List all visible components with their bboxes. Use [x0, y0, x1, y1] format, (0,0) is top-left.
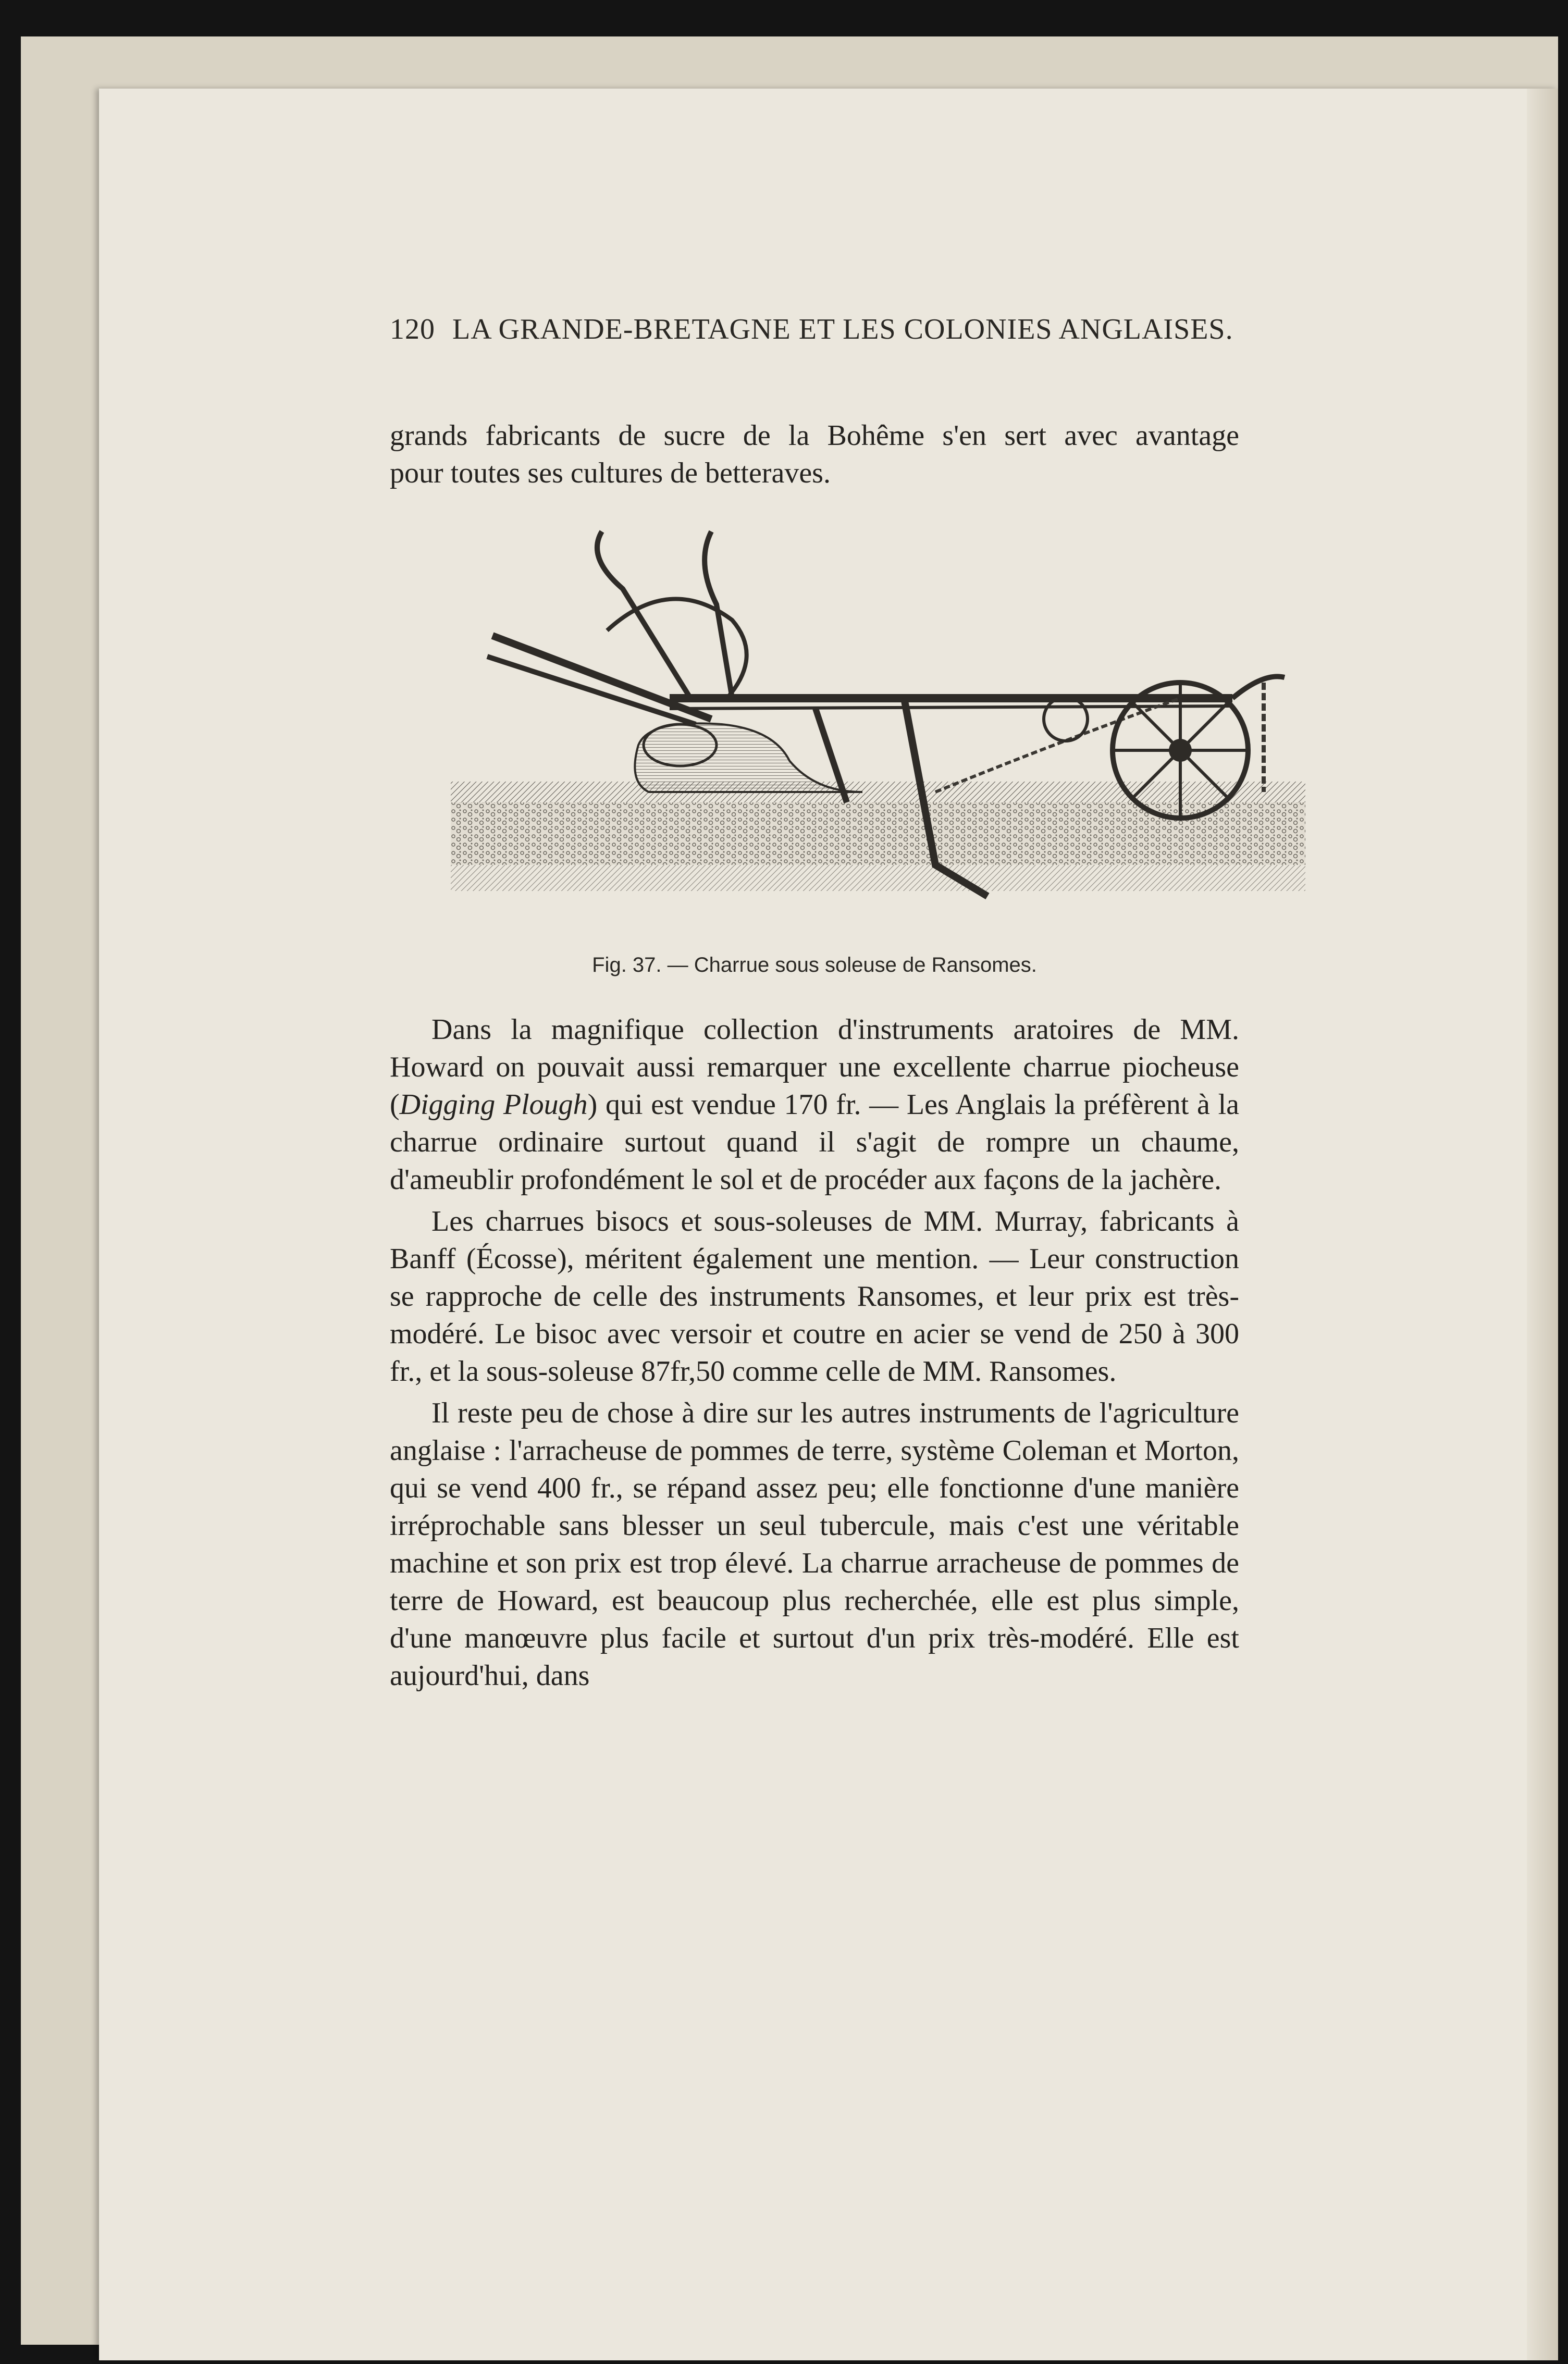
paragraph-3: Il reste peu de chose à dire sur les autres instruments de l'agriculture anglaise : l'arracheuse de pommes de terre, système Coleman et Morton, qui se vend 400 fr., se répand assez peu; elle fonctionne d'une manière irréprochable sans blesser un seul tubercule, mais c'est une véritable machine et son prix est trop élevé. La charrue arracheuse de pommes de terre de Howard, est beaucoup plus recherchée, elle est plus simple, d'une manœuvre plus facile et surtout d'un prix très-modéré. Elle est aujourd'hui, dans	[390, 1397, 1239, 1692]
page-number: 120	[390, 313, 435, 345]
paragraph-1	[390, 1011, 1239, 1198]
figure-caption: Fig. 37. — Charrue sous soleuse de Ransomes.	[592, 954, 1037, 976]
intro-line-1: grands fabricants de sucre de la Bohême s'en sert avec avantage	[390, 419, 1239, 452]
paragraph-1-part-1: Dans la magnifique collection d'instruments aratoires de MM. Howard on pouvait aussi remarquer une excellente charrue piocheuse (	[390, 1013, 1239, 1121]
intro-line-2: pour toutes ses cultures de betteraves.	[390, 457, 831, 489]
paragraph-1-italic: Digging Plough	[399, 1088, 588, 1121]
plough-illustration	[451, 500, 1305, 938]
paragraph-2: Les charrues bisocs et sous-soleuses de MM. Murray, fabricants à Banff (Écosse), méritent également une mention. — Leur construction se rapproche de celle des instruments Ransomes, et leur prix est très-modéré. Le bisoc avec versoir et coutre en acier se vend de 250 à 300 fr., et la sous-soleuse 87fr,50 comme celle de MM. Ransomes.	[390, 1205, 1239, 1388]
running-title: LA GRANDE-BRETAGNE ET LES COLONIES ANGLAISES.	[452, 313, 1233, 345]
plough-engraving	[451, 500, 1305, 938]
page-edge	[1527, 89, 1558, 2360]
body-text	[390, 1011, 1239, 1694]
paragraph-1-part-2: ) qui est vendue 170 fr. — Les Anglais la préfèrent à la charrue ordinaire surtout quand il s'agit de rompre un chaume, d'ameublir profondément le sol et de procéder aux façons de la jachère.	[390, 1088, 1239, 1196]
running-header	[390, 313, 1239, 346]
intro-text	[390, 417, 1239, 492]
